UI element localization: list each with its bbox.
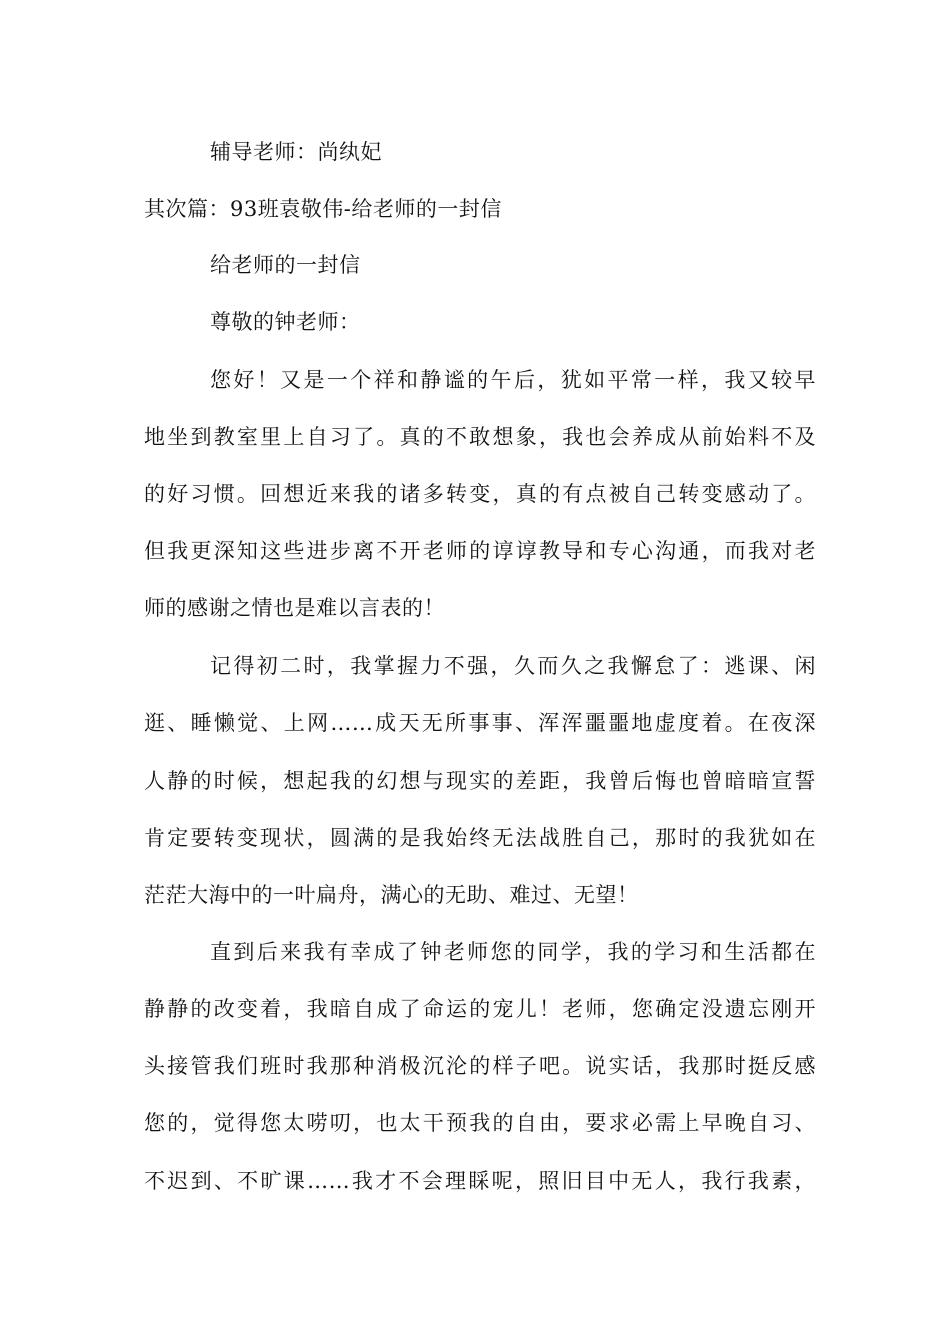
paragraph-line: 地坐到教室里上自习了。真的不敢想象，我也会养成从前始料不及 xyxy=(144,425,816,449)
paragraph-line: 静静的改变着，我暗自成了命运的宠儿！老师，您确定没遗忘刚开 xyxy=(144,997,816,1021)
paragraph-line: 不迟到、不旷课……我才不会理睬呢，照旧目中无人，我行我素， xyxy=(144,1169,816,1193)
paragraph-line: 头接管我们班时我那种消极沉沦的样子吧。说实话，我那时挺反感 xyxy=(144,1054,816,1078)
salutation: 尊敬的钟老师： xyxy=(210,310,361,334)
paragraph-line: 您好！又是一个祥和静谧的午后，犹如平常一样，我又较早 xyxy=(210,368,816,392)
paragraph-line: 直到后来我有幸成了钟老师您的同学，我的学习和生活都在 xyxy=(210,940,816,964)
paragraph-line: 肯定要转变现状，圆满的是我始终无法战胜自己，那时的我犹如在 xyxy=(144,826,816,850)
paragraph-line: 但我更深知这些进步离不开老师的谆谆教导和专心沟通，而我对老 xyxy=(144,539,816,563)
paragraph-line: 师的感谢之情也是难以言表的！ xyxy=(144,596,445,620)
section-heading: 其次篇：93班袁敬伟-给老师的一封信 xyxy=(144,197,502,221)
paragraph-line: 您的，觉得您太唠叨，也太干预我的自由，要求必需上早晚自习、 xyxy=(144,1111,816,1135)
paragraph-line: 的好习惯。回想近来我的诸多转变，真的有点被自己转变感动了。 xyxy=(144,482,816,506)
letter-title: 给老师的一封信 xyxy=(210,253,361,277)
paragraph-line: 人静的时候，想起我的幻想与现实的差距，我曾后悔也曾暗暗宣誓 xyxy=(144,769,816,793)
paragraph-line: 逛、睡懒觉、上网……成天无所事事、浑浑噩噩地虚度着。在夜深 xyxy=(144,711,816,735)
advisor-line: 辅导老师：尚纨妃 xyxy=(210,140,382,164)
paragraph-line: 记得初二时，我掌握力不强，久而久之我懈怠了：逃课、闲 xyxy=(210,654,816,678)
paragraph-line: 茫茫大海中的一叶扁舟，满心的无助、难过、无望！ xyxy=(144,883,639,907)
